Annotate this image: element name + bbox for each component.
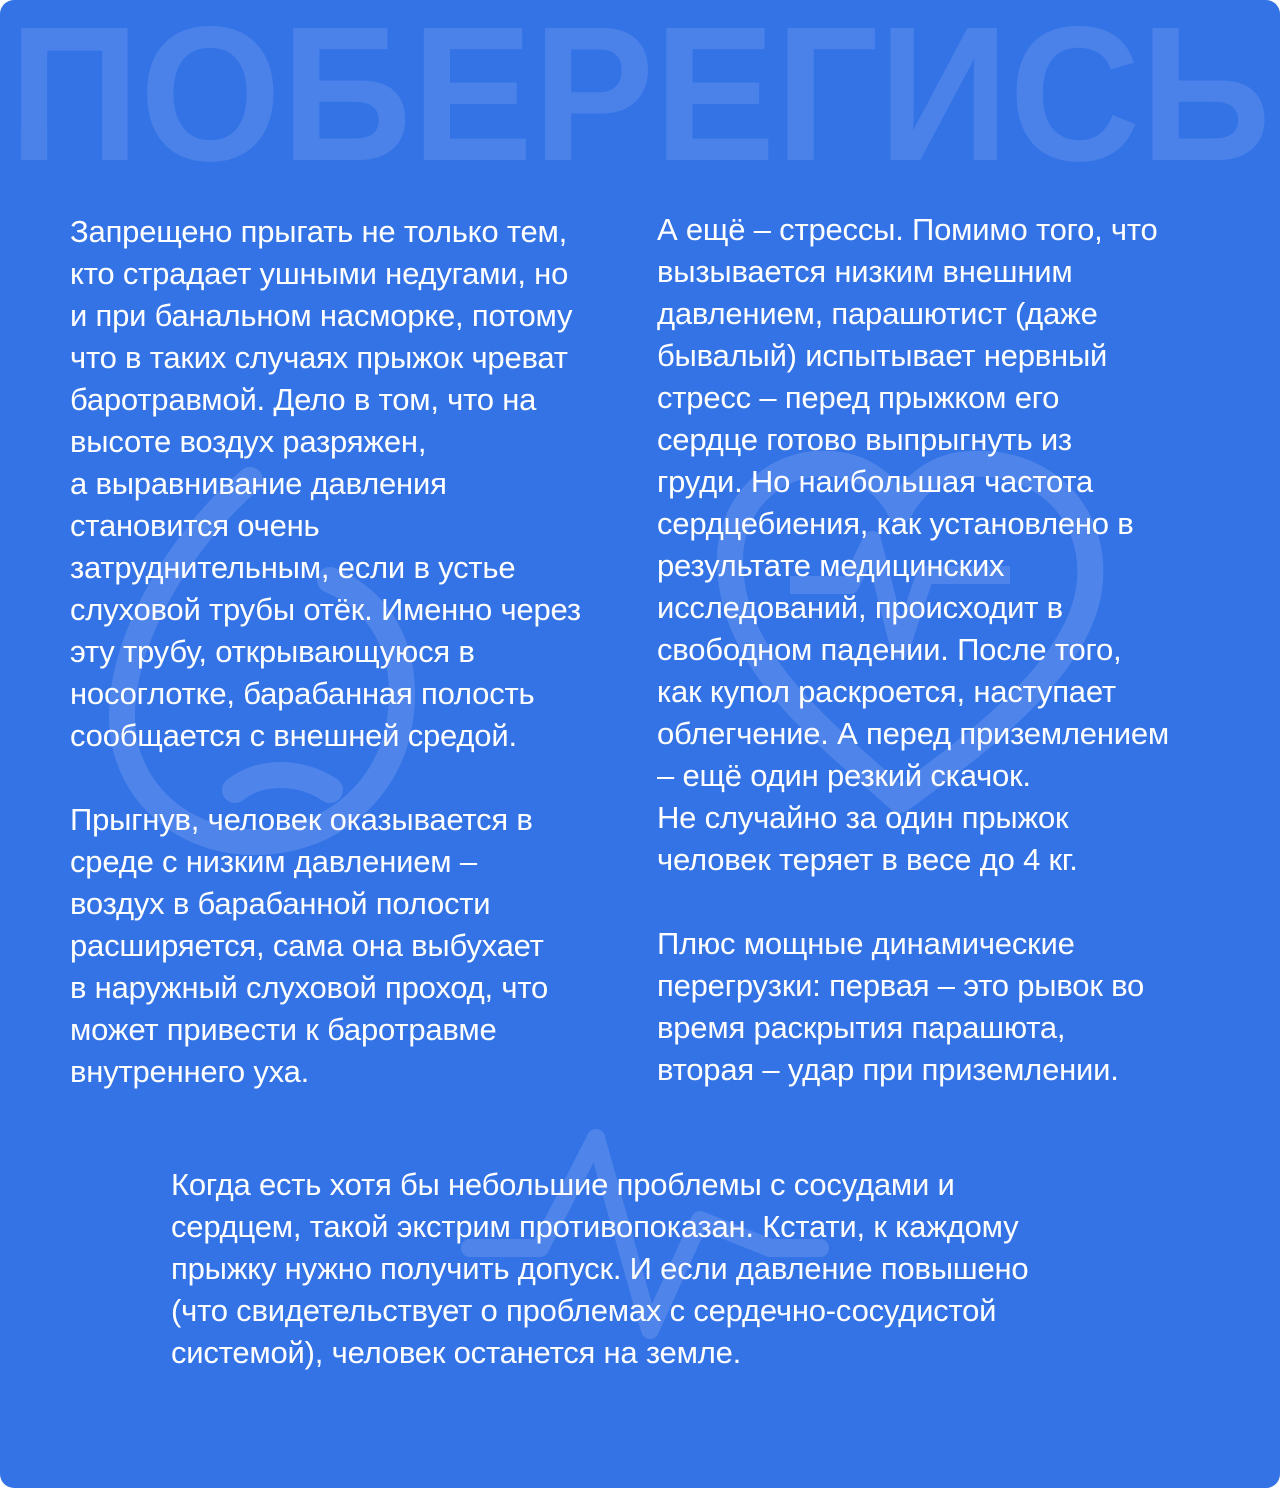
bottom-paragraph: Когда есть хотя бы небольшие проблемы с сосудами и сердцем, такой экстрим противопоказан. Кстати, к каждому прыжку нужно получить допуск. И если давление повышено (что свидетельствует о проблемах с сердечно-сосудистой системой), человек останется на земле. (171, 1167, 1029, 1370)
left-paragraph-2: Прыгнув, человек оказывается в среде с низким давлением – воздух в барабанной полости расширяется, сама она выбухает в наружный слуховой проход, что может привести к баротравме внутреннего уха. (70, 802, 549, 1089)
right-paragraph-2: Плюс мощные динамические перегрузки: первая – это рывок во время раскрытия парашюта, вторая – удар при приземлении. (657, 926, 1145, 1087)
paragraph-gap (70, 757, 630, 799)
left-column (70, 211, 630, 1093)
left-paragraph-1: Запрещено прыгать не только тем, кто страдает ушными недугами, но и при банальном насморке, потому что в таких случаях прыжок чреват баротравмой. Дело в том, что на высоте воздух разряжен, а выравнивание давления становится очень затруднительным, если в устье слуховой трубы отёк. Именно через эту трубу, открывающуюся в носоглотке, барабанная полость сообщается с внешней средой. (70, 214, 581, 753)
right-paragraph-1: А ещё – стрессы. Помимо того, что вызывается низким внешним давлением, парашютист (даже бывалый) испытывает нервный стресс – перед прыжком его сердце готово выпрыгнуть из груди. Но наибольшая частота сердцебиения, как установлено в результате медицинских исследований, происходит в свободном падении. После того, как купол раскроется, наступает облегчение. А перед приземлением – ещё один резкий скачок. Не случайно за один прыжок человек теряет в весе до 4 кг. (657, 212, 1170, 877)
right-column (657, 209, 1237, 1091)
bottom-block (171, 1164, 1151, 1374)
svg-text:ПОБЕРЕГИСЬ: ПОБЕРЕГИСЬ (9, 8, 1271, 178)
watermark-title (0, 8, 1280, 178)
paragraph-gap (657, 881, 1237, 923)
